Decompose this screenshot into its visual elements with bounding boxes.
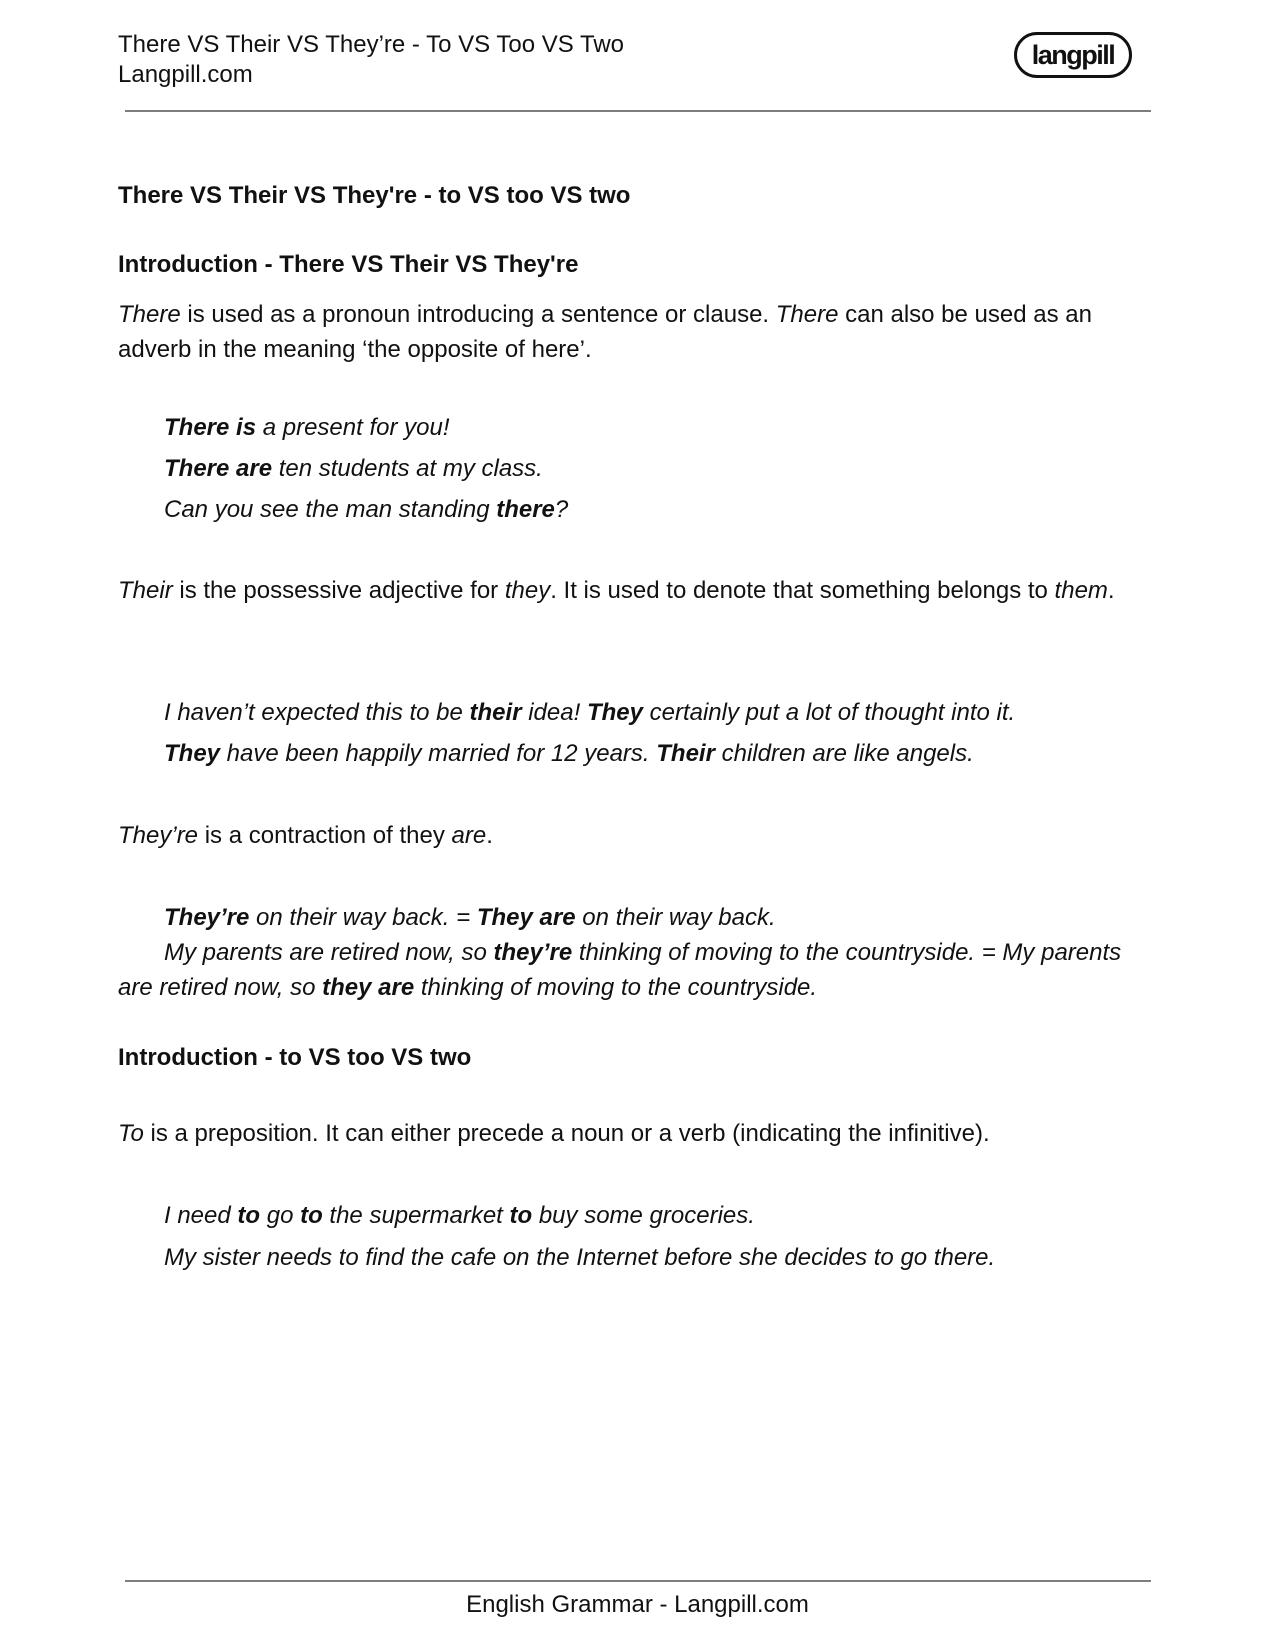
text-run: buy some groceries. bbox=[532, 1202, 755, 1229]
bold-text: They bbox=[164, 740, 221, 767]
text-run: the supermarket bbox=[322, 1202, 510, 1229]
there-example bbox=[164, 410, 1154, 445]
bold-text: Their bbox=[656, 740, 715, 767]
section-heading-there-their-theyre: Introduction - There VS Their VS They're bbox=[118, 251, 579, 278]
text-run: go bbox=[260, 1202, 301, 1229]
bold-text: They bbox=[586, 699, 643, 726]
text-run: is the possessive adjective for bbox=[172, 577, 505, 604]
text-run: is a contraction of they bbox=[198, 822, 452, 849]
text-run: . bbox=[1107, 577, 1115, 604]
text-run: is a preposition. It can either precede a noun or a verb (indicating the infinitive). bbox=[143, 1120, 990, 1147]
text-run: certainly put a lot of thought into it. bbox=[642, 699, 1016, 726]
footer-divider bbox=[125, 1580, 1151, 1582]
header-title: There VS Their VS They’re - To VS Too VS Two bbox=[118, 31, 625, 58]
italic-text: Their bbox=[118, 577, 173, 604]
there-example bbox=[164, 492, 1154, 527]
theyre-definition bbox=[118, 818, 1138, 853]
bold-text: they are bbox=[322, 974, 415, 1001]
bold-text: There are bbox=[164, 455, 273, 482]
bold-text: There is bbox=[164, 414, 257, 441]
text-run: . bbox=[486, 822, 493, 849]
header-site: Langpill.com bbox=[118, 61, 253, 88]
bold-text: They’re bbox=[164, 904, 250, 931]
italic-text: To bbox=[118, 1120, 144, 1147]
italic-text: They’re bbox=[118, 822, 199, 849]
there-definition bbox=[118, 297, 1138, 367]
theyre-long-example bbox=[118, 935, 1138, 1005]
text-run: ten students at my class. bbox=[272, 455, 543, 482]
page-title: There VS Their VS They're - to VS too VS two bbox=[118, 182, 631, 209]
to-example bbox=[164, 1198, 1154, 1233]
text-run: a present for you! bbox=[256, 414, 450, 441]
to-definition bbox=[118, 1116, 1138, 1151]
italic-text: are bbox=[451, 822, 487, 849]
text-run: thinking of moving to the countryside. = My parents are retired now, so bbox=[118, 939, 1122, 1001]
there-example bbox=[164, 451, 1154, 486]
bold-text: to bbox=[237, 1202, 261, 1229]
logo-text: langpill bbox=[1031, 39, 1115, 70]
italic-text: they bbox=[504, 577, 551, 604]
text-run: can also be used as an adverb in the meaning ‘the opposite of here’. bbox=[118, 301, 1092, 363]
text-run: . It is used to denote that something belongs to bbox=[550, 577, 1055, 604]
text-run: ? bbox=[554, 496, 569, 523]
text-run: have been happily married for 12 years. bbox=[220, 740, 657, 767]
text-run: children are like angels. bbox=[714, 740, 974, 767]
to-example bbox=[164, 1240, 1154, 1275]
bold-text: there bbox=[496, 496, 555, 523]
text-run: I haven’t expected this to be bbox=[164, 699, 470, 726]
bold-text: they’re bbox=[493, 939, 573, 966]
text-run: Can you see the man standing bbox=[164, 496, 497, 523]
text-run: thinking of moving to the countryside. bbox=[414, 974, 818, 1001]
their-example bbox=[164, 695, 1154, 730]
header-divider bbox=[125, 110, 1151, 112]
text-run: idea! bbox=[521, 699, 587, 726]
their-definition bbox=[118, 573, 1138, 608]
bold-text: their bbox=[469, 699, 522, 726]
italic-text: There bbox=[775, 301, 839, 328]
text-run: My parents are retired now, so bbox=[164, 939, 494, 966]
bold-text: They are bbox=[476, 904, 576, 931]
theyre-example bbox=[164, 900, 1154, 935]
bold-text: to bbox=[300, 1202, 323, 1229]
text-run: I need bbox=[164, 1202, 238, 1229]
text-run: is used as a pronoun introducing a sentence or clause. bbox=[180, 301, 776, 328]
text-run: on their way back. bbox=[575, 904, 776, 931]
text-run: on their way back. = bbox=[249, 904, 477, 931]
italic-text: them bbox=[1054, 577, 1108, 604]
section-heading-to-too-two: Introduction - to VS too VS two bbox=[118, 1044, 472, 1071]
footer-text: English Grammar - Langpill.com bbox=[466, 1591, 809, 1618]
bold-text: to bbox=[509, 1202, 533, 1229]
langpill-logo bbox=[1014, 32, 1132, 78]
text-run: My sister needs to find the cafe on the Internet before she decides to go there. bbox=[164, 1244, 996, 1271]
their-example bbox=[164, 736, 1154, 771]
italic-text: There bbox=[118, 301, 181, 328]
